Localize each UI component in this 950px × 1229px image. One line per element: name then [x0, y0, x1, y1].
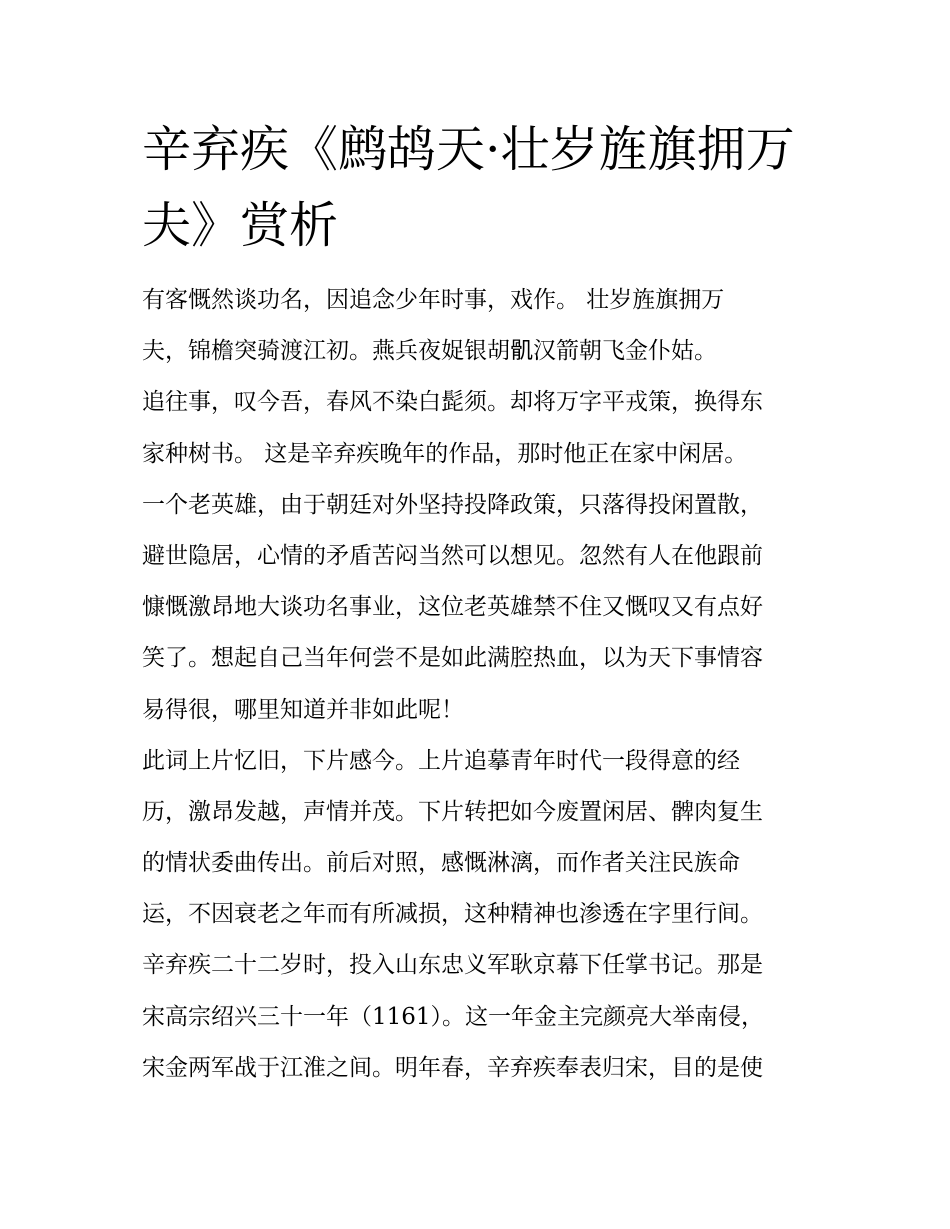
body-line: 此词上片忆旧，下片感今。上片追摹青年时代一段得意的经: [142, 747, 740, 774]
body-line: 一个老英雄，由于朝廷对外坚持投降政策，只落得投闲置散，: [142, 491, 763, 518]
body-line: 追往事，叹今吾，春风不染白髭须。却将万字平戎策，换得东: [142, 389, 763, 416]
body-line: 历，激昂发越，声情并茂。下片转把如今废置闲居、髀肉复生: [142, 798, 763, 825]
body-line: 宋高宗绍兴三十一年（1161）。这一年金主完颜亮大举南侵，: [142, 1003, 765, 1030]
page-title: [142, 112, 822, 264]
body-line: 家种树书。 这是辛弃疾晚年的作品，那时他正在家中闲居。: [142, 440, 748, 467]
body-line: 慷慨激昂地大谈功名事业，这位老英雄禁不住又慨叹又有点好: [142, 594, 763, 621]
body-line: 辛弃疾二十二岁时，投入山东忠义军耿京幕下任掌书记。那是: [142, 952, 763, 979]
body-line: 运，不因衰老之年而有所减损，这种精神也渗透在字里行间。: [142, 901, 763, 928]
title-line-1: 辛弃疾《鹧鸪天·壮岁旌旗拥万: [142, 121, 795, 178]
title-line-2: 夫》赏析: [142, 197, 339, 254]
body-line: 有客慨然谈功名，因追念少年时事，戏作。 壮岁旌旗拥万: [142, 287, 725, 313]
article-body: [142, 275, 832, 1094]
body-line: 避世隐居，心情的矛盾苦闷当然可以想见。忽然有人在他跟前: [142, 542, 763, 569]
body-line: 易得很，哪里知道并非如此呢！: [142, 696, 464, 723]
body-line: 笑了。想起自己当年何尝不是如此满腔热血，以为天下事情容: [142, 645, 763, 672]
body-line: 宋金两军战于江淮之间。明年春，辛弃疾奉表归宋，目的是使: [142, 1054, 763, 1081]
body-line: 夫，锦檐突骑渡江初。燕兵夜娖银胡𩨒汉箭朝飞金仆姑。: [142, 338, 717, 365]
body-line: 的情状委曲传出。前后对照，感慨淋漓，而作者关注民族命: [142, 850, 740, 877]
